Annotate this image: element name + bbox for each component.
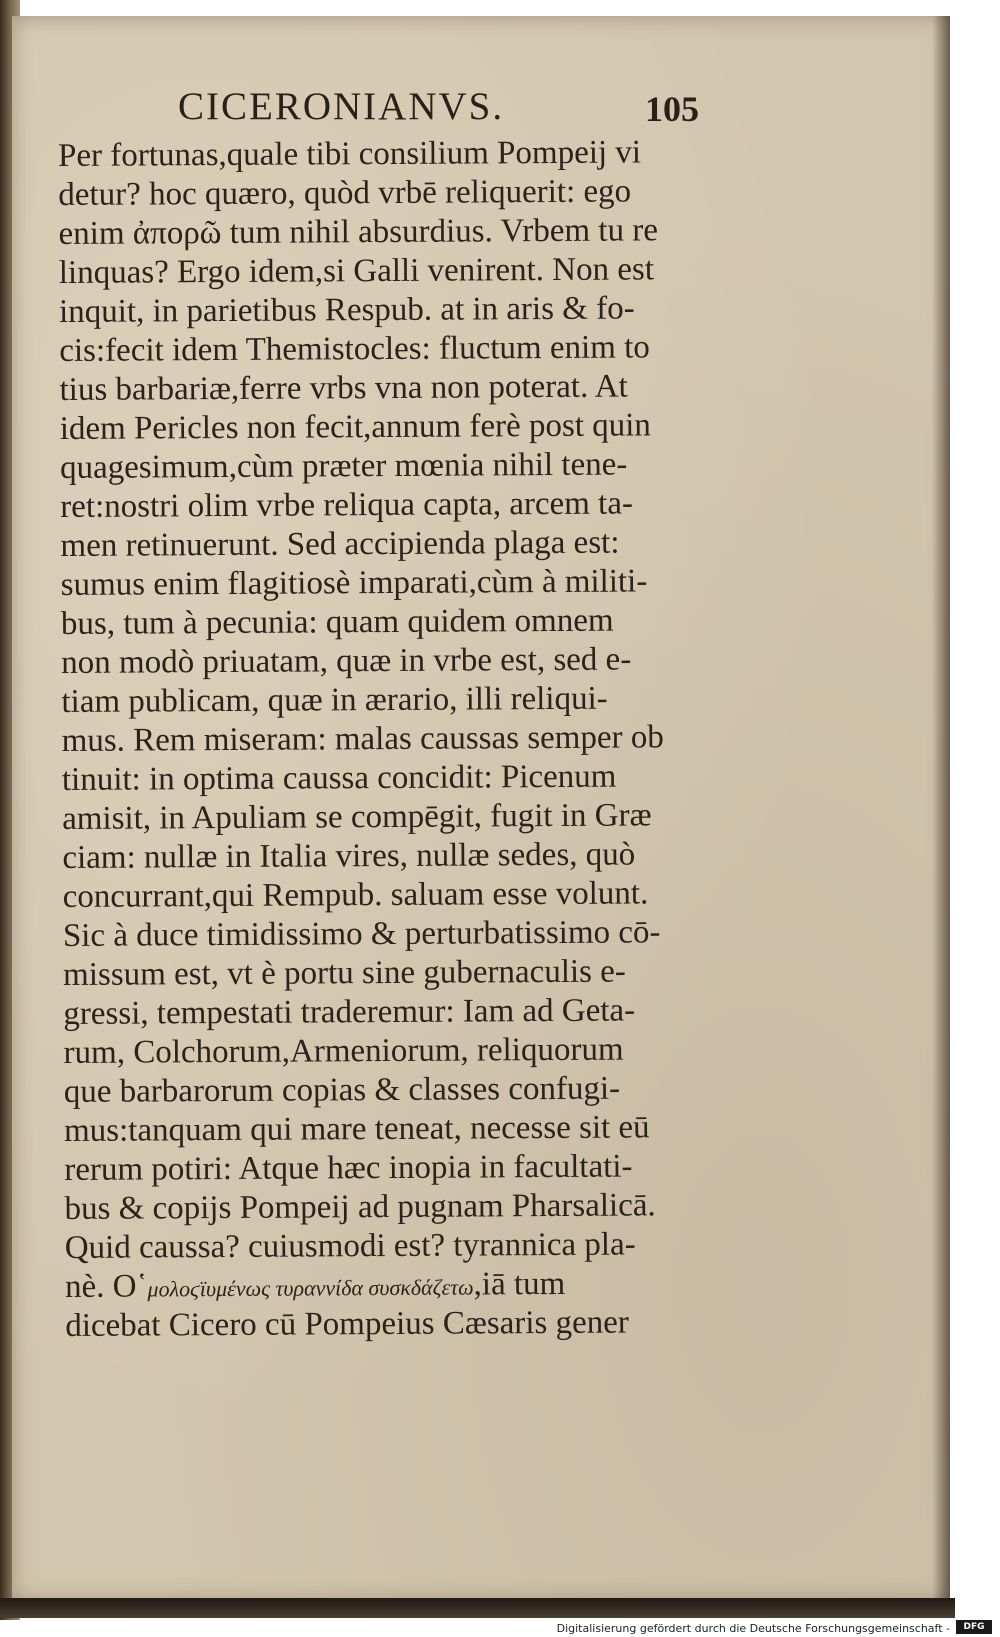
text-line: mus:tanquam qui mare teneat, necesse sit eū xyxy=(63,1109,650,1149)
page-bottom-edge xyxy=(0,1598,955,1618)
text-line: que barbarorum copias & classes confugi- xyxy=(63,1070,621,1110)
text-line: inquit, in parietibus Respub. at in aris & fo- xyxy=(58,290,635,330)
text-line: non modò priuatam, quæ in vrbe est, sed e- xyxy=(61,641,632,681)
text-line: enim ἀπορῶ tum nihil absurdius. Vrbem tu re xyxy=(58,212,659,252)
body-text xyxy=(58,133,715,1346)
page-number: 105 xyxy=(645,89,699,129)
dfg-logo: DFG xyxy=(956,1620,992,1634)
text-line: ret:nostri olim vrbe reliqua capta, arcem ta- xyxy=(60,485,634,525)
text-line: tius barbariæ,ferre vrbs vna non poterat. At xyxy=(59,368,628,408)
text-line: missum est, vt è portu sine gubernaculis e- xyxy=(63,953,626,993)
page-edge-shadow xyxy=(932,16,950,1601)
text-line: Quid caussa? cuiusmodi est? tyrannica pla- xyxy=(64,1226,636,1266)
greek-text-line xyxy=(65,1264,715,1307)
text-line: sumus enim flagitiosè imparati,cùm à militi- xyxy=(60,563,648,603)
text-line: dicebat Cicero cū Pompeius Cæsaris gener xyxy=(65,1304,629,1344)
text-line: ciam: nullæ in Italia vires, nullæ sedes, quò xyxy=(62,836,636,876)
text-line: gressi, tempestati traderemur: Iam ad Geta- xyxy=(63,992,636,1032)
text-line: cis:fecit idem Themistocles: fluctum enim to xyxy=(59,329,650,369)
text-line: mus. Rem miseram: malas caussas semper ob xyxy=(61,719,664,759)
running-title: CICERONIANVS. xyxy=(178,85,505,128)
text-line: tiam publicam, quæ in ærario, illi reliqui- xyxy=(61,680,608,720)
text-line: Per fortunas,quale tibi consilium Pompeij vi xyxy=(58,134,642,174)
text-line: concurrant,qui Rempub. saluam esse volunt. xyxy=(62,875,649,915)
greek-line-suffix: ,iā tum xyxy=(473,1265,566,1303)
text-line: men retinuerunt. Sed accipienda plaga est: xyxy=(60,524,620,564)
greek-quotation: μολοϛϊυμένως τυραννίδα συσκδάζετω xyxy=(147,1274,474,1302)
text-line: tinuit: in optima caussa concidit: Picenum xyxy=(61,758,617,798)
text-line: idem Pericles non fecit,annum ferè post quin xyxy=(59,407,651,447)
text-line: quagesimum,cùm præter mœnia nihil tene- xyxy=(59,446,628,486)
text-line: amisit, in Apuliam se compēgit, fugit in Græ xyxy=(62,797,652,837)
greek-line-prefix: nè. Ο῾ xyxy=(64,1268,148,1305)
text-line: bus & copijs Pompeij ad pugnam Pharsalicā. xyxy=(64,1187,656,1227)
text-line: Sic à duce timidissimo & perturbatissimo cō- xyxy=(62,914,661,954)
text-line: rum, Colchorum,Armeniorum, reliquorum xyxy=(63,1031,624,1071)
text-line: linquas? Ergo idem,si Galli venirent. Non est xyxy=(58,251,655,291)
text-line: rerum potiri: Atque hæc inopia in facultati- xyxy=(64,1148,633,1188)
digitization-credit: Digitalisierung gefördert durch die Deutsche Forschungsgemeinschaft - xyxy=(556,1622,950,1635)
text-line: detur? hoc quæro, quòd vrbē reliquerit: ego xyxy=(58,173,632,213)
text-line: bus, tum à pecunia: quam quidem omnem xyxy=(60,602,614,642)
